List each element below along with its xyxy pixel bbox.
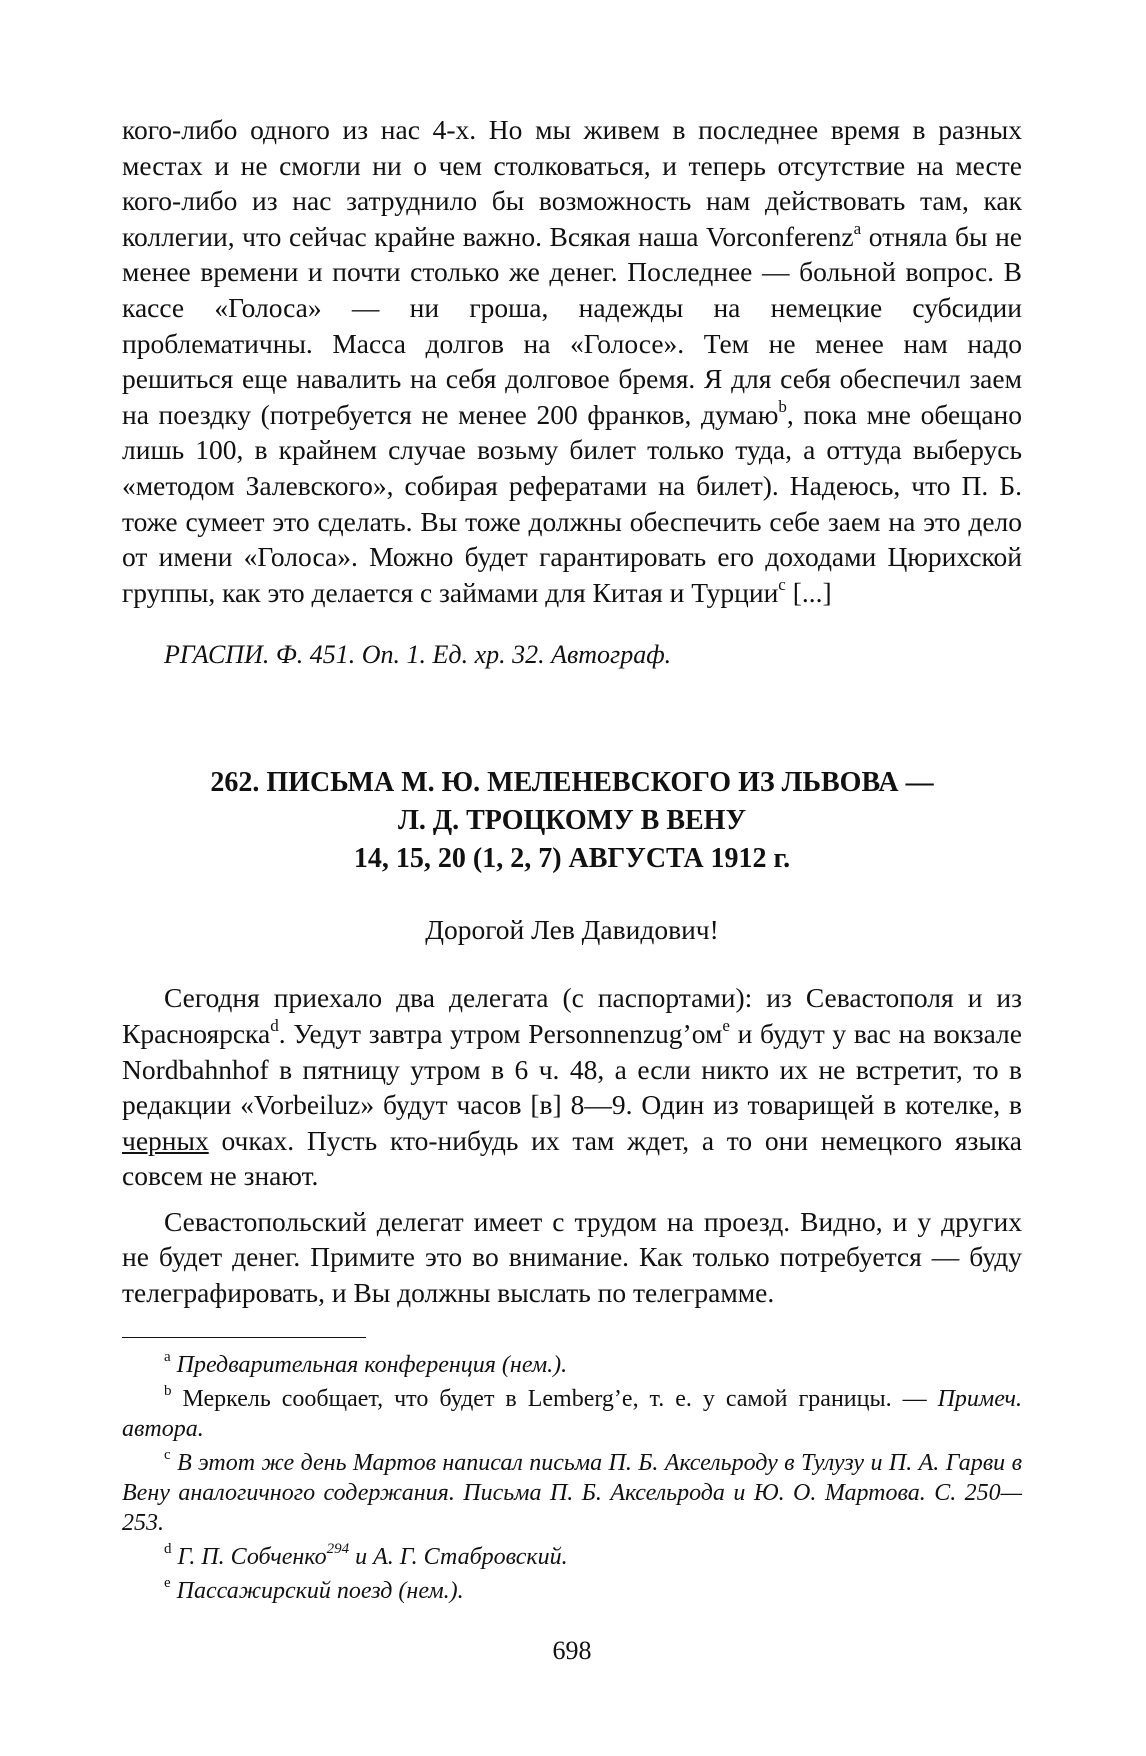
footnote-ref-d[interactable]: d [270,1015,279,1035]
letter-paragraph-1: Сегодня приехало два делегата (с паспортами): из Севастополя и из Красноярска$^d$. Уедут завтра утром $Personnenzug’ом^e$ и будут у вас на вокзале Nordbahnhof в пятницу утром в 6 ч. 48, а если никто их не встретит, то в редакции «Vorbeiluz» будут часов [в] 8—9. Один из товарищей в котелке, в черных очках. Пусть кто-нибудь их там ждет, а то они немецкого языка совсем не знают. [122,982,1022,1192]
letter-salutation: Дорогой Лев Давидович! [425,914,719,946]
document-heading [122,764,1022,878]
archive-source-citation: РГАСПИ. Ф. 451. Оп. 1. Ед. хр. 32. Автограф. [164,640,672,670]
heading-line-2: Л. Д. ТРОЦКОМУ В ВЕНУ [397,805,747,837]
letter-paragraph-2: Севастопольский делегат имеет с трудом на проезд. Видно, и у других не будет денег. Примите это во внимание. Как только потребуется — буду телеграфировать, и Вы должны выслать по телеграмме. [122,1205,1022,1309]
footnote-e: $^e$ Пассажирский поезд (нем.). [164,1574,464,1604]
footnote-ref-b[interactable]: b [778,396,787,416]
endnote-ref-294[interactable]: 294 [326,1540,350,1557]
footnote-d: $^d$ Г. П. Собченко$^{294}$ и А. Г. Стабровский. [164,1540,568,1570]
footnote-ref-c[interactable]: c [778,574,786,594]
footnote-a: $^a$ Предварительная конференция (нем.). [164,1348,568,1378]
page-number: 698 [552,1635,592,1665]
footnote-b: $^b$ Меркель сообщает, что будет в Lemberg’е, т. е. у самой границы. — Примеч. автора. [122,1382,1022,1442]
footnote-separator [122,1337,366,1338]
underlined-word: черных [122,1124,209,1156]
heading-line-1: 262. ПИСЬМА М. Ю. МЕЛЕНЕВСКОГО ИЗ ЛЬВОВА — [210,767,934,799]
footnote-c: $^c$ В этот же день Мартов написал письма П. Б. Аксельроду в Тулузу и П. А. Гарви в Вену аналогичного содержания. Письма П. Б. Аксельрода и Ю. О. Мартова. С. 250—253. [122,1446,1023,1536]
body-paragraph-continuation: кого-либо одного из нас 4-х. Но мы живем в последнее время в разных местах и не смогли ни о чем столковаться, и теперь отсутствие на месте кого-либо из нас затруднило бы возможность нам действовать там, как коллегии, что сейчас крайне важно. Всякая наша Vorconferenz$^a$ отняла бы не менее времени и почти столько же денег. Последнее — больной вопрос. В кассе «Голоса» — ни гроша, надежды на немецкие субсидии проблематичны. Масса долгов на «Голосе». Тем не менее нам надо решиться еще навалить на себя долговое бремя. Я для себя обеспечил заем на поездку (потребуется не менее 200 франков, думаю$^b$, пока мне обещано лишь 100, в крайнем случае возьму билет только туда, а оттуда выберусь «методом Залевского», собирая рефератами на билет). Надеюсь, что П. Б. тоже сумеет это сделать. Вы тоже должны обеспечить себе заем на это дело от имени «Голоса». Можно будет гарантировать его доходами Цюрихской группы, как это делается с займами для Китая и Турции$^c$ [...] [122,114,1023,608]
document-page [122,112,1022,1666]
footnote-ref-a[interactable]: a [853,218,862,238]
footnote-ref-e[interactable]: e [722,1015,730,1035]
heading-line-3: 14, 15, 20 (1, 2, 7) АВГУСТА 1912 г. [353,843,791,875]
